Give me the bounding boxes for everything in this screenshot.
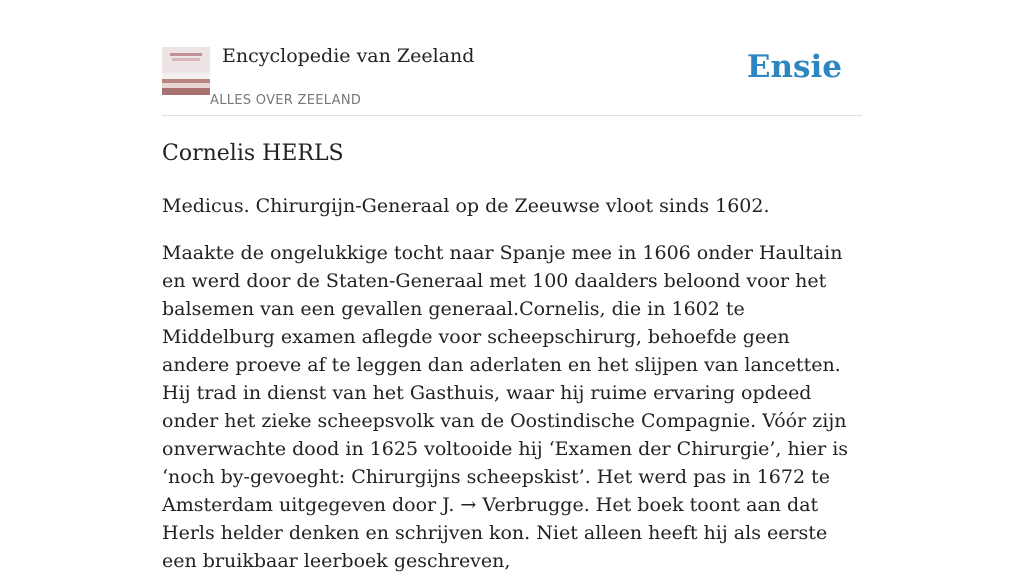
article: [162, 138, 862, 575]
article-body: Maakte de ongelukkige tocht naar Spanje mee in 1606 onder Haultain en werd door de Staten-Generaal met 100 daalders beloond voor het balsemen van een gevallen generaal.Cornelis, die in 1602 te Middelburg examen aflegde voor scheepschirurg, behoefde geen andere proeve af te leggen dan aderlaten en het slijpen van lancetten. Hij trad in dienst van het Gasthuis, waar hij ruime ervaring opdeed onder het zieke scheepsvolk van de Oostindische Compagnie. Vóór zijn onverwachte dood in 1625 voltooide hij ‘Examen der Chirurgie’, hier is ‘noch by-gevoeght: Chirurgijns scheepskist’. Het werd pas in 1672 te Amsterdam uitgegeven door J. → Verbrugge. Het boek toont aan dat Herls helder denken en schrijven kon. Niet alleen heeft hij als eerste een bruikbaar leerboek geschreven,: [162, 242, 849, 572]
site-subtitle: ALLES OVER ZEELAND: [210, 93, 362, 108]
article-lead: Medicus. Chirurgijn-Generaal op de Zeeuwse vloot sinds 1602.: [162, 195, 770, 217]
article-title: Cornelis HERLS: [162, 141, 344, 166]
site-header: [162, 0, 862, 116]
site-title[interactable]: Encyclopedie van Zeeland: [222, 45, 475, 67]
ensie-logo-link[interactable]: Ensie: [746, 49, 842, 85]
book-stack-photo-icon: [162, 47, 210, 95]
site-avatar[interactable]: [162, 47, 210, 95]
